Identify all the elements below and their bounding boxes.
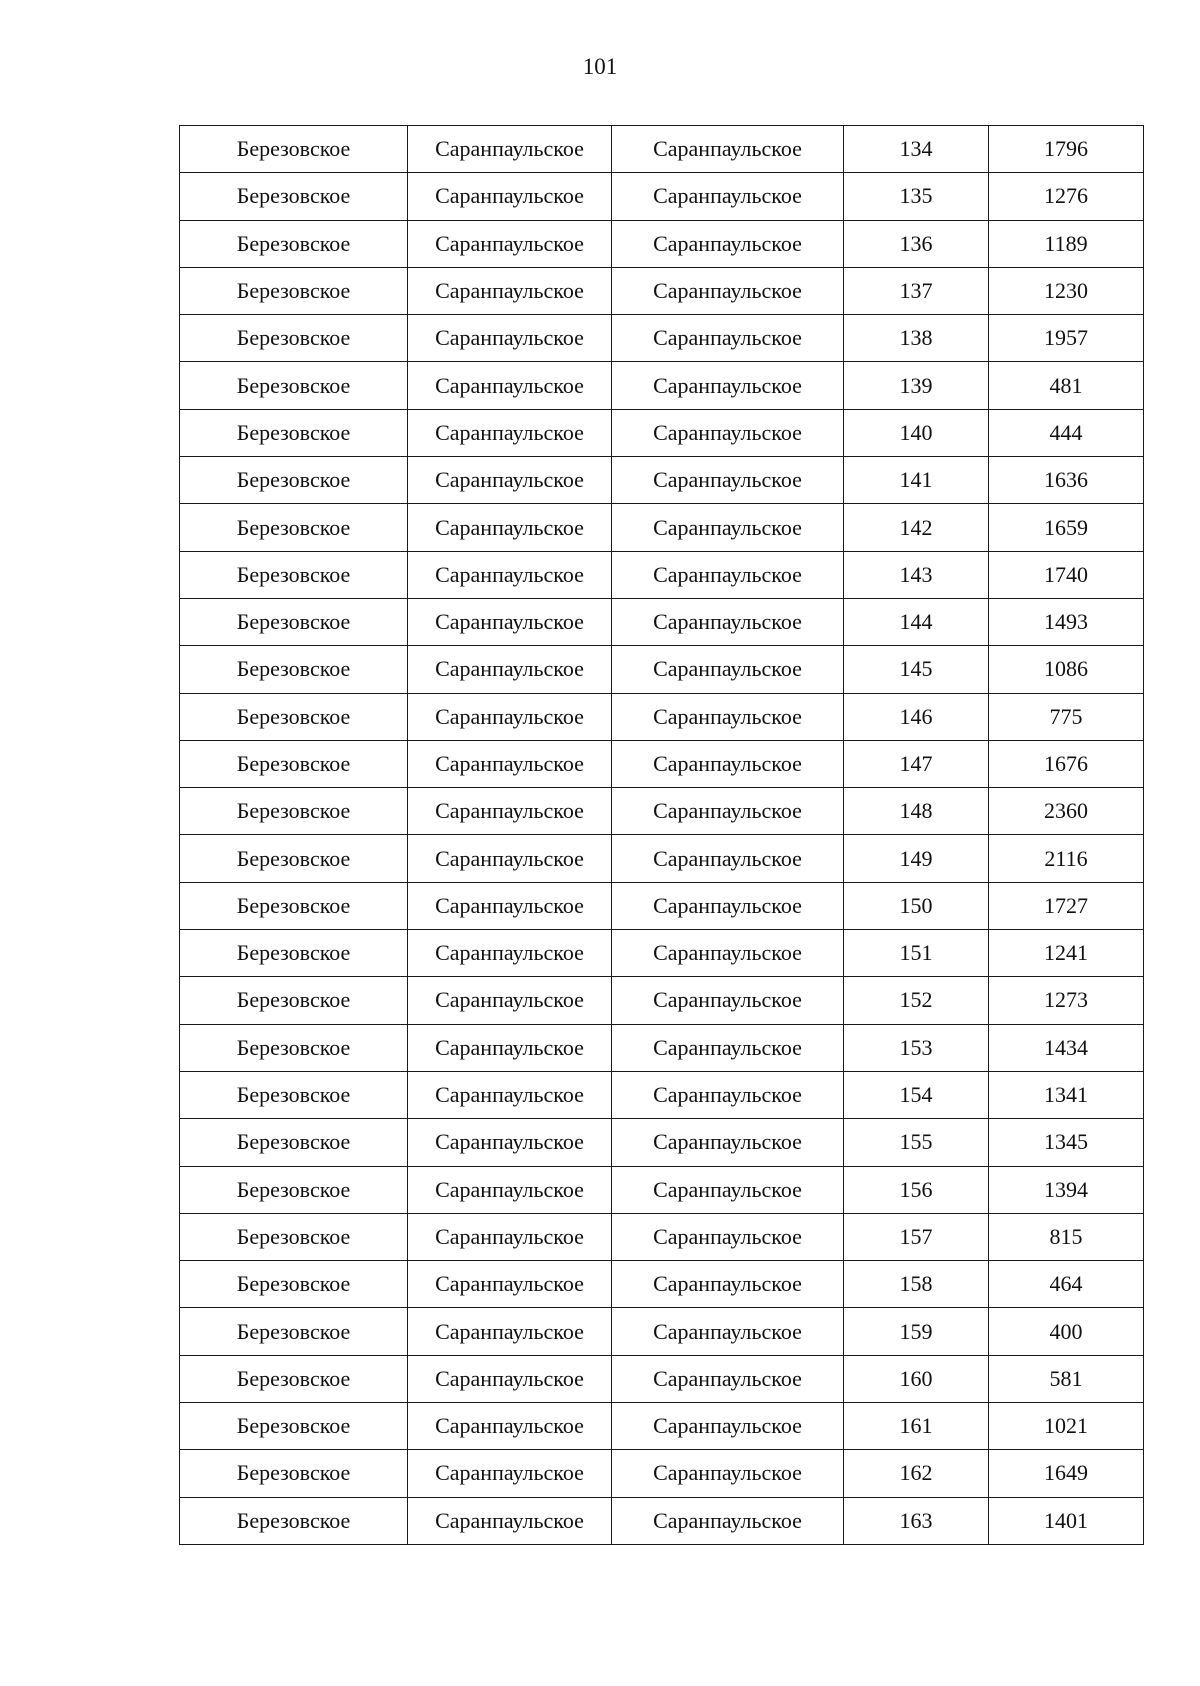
district-cell: Березовское	[180, 1497, 408, 1544]
value-cell: 1957	[989, 315, 1144, 362]
settlement-cell: Саранпаульское	[408, 598, 612, 645]
locality-cell: Саранпаульское	[612, 740, 844, 787]
value-cell: 1276	[989, 173, 1144, 220]
district-cell: Березовское	[180, 1403, 408, 1450]
district-cell: Березовское	[180, 835, 408, 882]
district-cell: Березовское	[180, 598, 408, 645]
table-row	[180, 1024, 1144, 1071]
district-cell: Березовское	[180, 693, 408, 740]
settlement-cell: Саранпаульское	[408, 315, 612, 362]
locality-cell: Саранпаульское	[612, 457, 844, 504]
locality-cell: Саранпаульское	[612, 1450, 844, 1497]
value-cell: 1636	[989, 457, 1144, 504]
index-cell: 157	[844, 1213, 989, 1260]
table-row	[180, 740, 1144, 787]
locality-cell: Саранпаульское	[612, 362, 844, 409]
settlement-cell: Саранпаульское	[408, 504, 612, 551]
table-row	[180, 788, 1144, 835]
index-cell: 159	[844, 1308, 989, 1355]
settlement-cell: Саранпаульское	[408, 126, 612, 173]
table-row	[180, 220, 1144, 267]
index-cell: 153	[844, 1024, 989, 1071]
locality-cell: Саранпаульское	[612, 977, 844, 1024]
table-row	[180, 693, 1144, 740]
locality-cell: Саранпаульское	[612, 1119, 844, 1166]
table-row	[180, 835, 1144, 882]
value-cell: 581	[989, 1355, 1144, 1402]
index-cell: 149	[844, 835, 989, 882]
table-row	[180, 977, 1144, 1024]
settlement-cell: Саранпаульское	[408, 646, 612, 693]
table-row	[180, 1119, 1144, 1166]
locality-cell: Саранпаульское	[612, 267, 844, 314]
index-cell: 162	[844, 1450, 989, 1497]
index-cell: 150	[844, 882, 989, 929]
settlement-cell: Саранпаульское	[408, 1261, 612, 1308]
index-cell: 147	[844, 740, 989, 787]
index-cell: 152	[844, 977, 989, 1024]
value-cell: 775	[989, 693, 1144, 740]
index-cell: 142	[844, 504, 989, 551]
index-cell: 145	[844, 646, 989, 693]
district-cell: Березовское	[180, 882, 408, 929]
value-cell: 1676	[989, 740, 1144, 787]
index-cell: 140	[844, 409, 989, 456]
value-cell: 1241	[989, 930, 1144, 977]
settlement-cell: Саранпаульское	[408, 267, 612, 314]
table-row	[180, 1355, 1144, 1402]
district-cell: Березовское	[180, 1355, 408, 1402]
district-cell: Березовское	[180, 1071, 408, 1118]
locality-cell: Саранпаульское	[612, 1497, 844, 1544]
locality-cell: Саранпаульское	[612, 835, 844, 882]
settlement-cell: Саранпаульское	[408, 1308, 612, 1355]
index-cell: 154	[844, 1071, 989, 1118]
district-cell: Березовское	[180, 740, 408, 787]
settlement-cell: Саранпаульское	[408, 1497, 612, 1544]
table-body	[180, 126, 1144, 1545]
district-cell: Березовское	[180, 1119, 408, 1166]
district-cell: Березовское	[180, 1024, 408, 1071]
value-cell: 1434	[989, 1024, 1144, 1071]
settlement-cell: Саранпаульское	[408, 409, 612, 456]
settlement-cell: Саранпаульское	[408, 1450, 612, 1497]
locality-cell: Саранпаульское	[612, 1024, 844, 1071]
index-cell: 141	[844, 457, 989, 504]
page-number: 101	[582, 54, 618, 79]
table-row	[180, 315, 1144, 362]
district-cell: Березовское	[180, 267, 408, 314]
district-cell: Березовское	[180, 977, 408, 1024]
settlement-cell: Саранпаульское	[408, 930, 612, 977]
locality-cell: Саранпаульское	[612, 126, 844, 173]
table-row	[180, 1213, 1144, 1260]
document-table-container	[179, 125, 1143, 1545]
value-cell: 2116	[989, 835, 1144, 882]
value-cell: 1021	[989, 1403, 1144, 1450]
locality-cell: Саранпаульское	[612, 788, 844, 835]
index-cell: 144	[844, 598, 989, 645]
settlement-cell: Саранпаульское	[408, 1213, 612, 1260]
index-cell: 138	[844, 315, 989, 362]
settlement-cell: Саранпаульское	[408, 1166, 612, 1213]
value-cell: 400	[989, 1308, 1144, 1355]
locality-cell: Саранпаульское	[612, 220, 844, 267]
district-cell: Березовское	[180, 1166, 408, 1213]
value-cell: 1273	[989, 977, 1144, 1024]
index-cell: 135	[844, 173, 989, 220]
index-cell: 163	[844, 1497, 989, 1544]
settlement-cell: Саранпаульское	[408, 740, 612, 787]
locality-cell: Саранпаульское	[612, 930, 844, 977]
table-row	[180, 1403, 1144, 1450]
index-cell: 161	[844, 1403, 989, 1450]
table-row	[180, 173, 1144, 220]
table-row	[180, 598, 1144, 645]
district-cell: Березовское	[180, 220, 408, 267]
value-cell: 2360	[989, 788, 1144, 835]
index-cell: 134	[844, 126, 989, 173]
value-cell: 815	[989, 1213, 1144, 1260]
index-cell: 155	[844, 1119, 989, 1166]
value-cell: 1394	[989, 1166, 1144, 1213]
table-row	[180, 1308, 1144, 1355]
table-row	[180, 362, 1144, 409]
value-cell: 1649	[989, 1450, 1144, 1497]
table-row	[180, 1166, 1144, 1213]
table-row	[180, 1450, 1144, 1497]
settlement-cell: Саранпаульское	[408, 173, 612, 220]
locality-cell: Саранпаульское	[612, 882, 844, 929]
settlement-cell: Саранпаульское	[408, 1119, 612, 1166]
district-cell: Березовское	[180, 788, 408, 835]
district-cell: Березовское	[180, 551, 408, 598]
district-cell: Березовское	[180, 126, 408, 173]
value-cell: 1401	[989, 1497, 1144, 1544]
locality-cell: Саранпаульское	[612, 173, 844, 220]
table-row	[180, 1497, 1144, 1544]
settlement-cell: Саранпаульское	[408, 551, 612, 598]
value-cell: 1796	[989, 126, 1144, 173]
locality-cell: Саранпаульское	[612, 693, 844, 740]
district-cell: Березовское	[180, 1261, 408, 1308]
district-cell: Березовское	[180, 930, 408, 977]
table-row	[180, 126, 1144, 173]
settlement-cell: Саранпаульское	[408, 1403, 612, 1450]
settlement-cell: Саранпаульское	[408, 1024, 612, 1071]
table-row	[180, 457, 1144, 504]
locality-cell: Саранпаульское	[612, 504, 844, 551]
settlement-cell: Саранпаульское	[408, 220, 612, 267]
index-cell: 136	[844, 220, 989, 267]
index-cell: 151	[844, 930, 989, 977]
settlement-cell: Саранпаульское	[408, 362, 612, 409]
settlement-cell: Саранпаульское	[408, 1071, 612, 1118]
table-row	[180, 882, 1144, 929]
index-cell: 137	[844, 267, 989, 314]
index-cell: 160	[844, 1355, 989, 1402]
district-cell: Березовское	[180, 362, 408, 409]
settlement-cell: Саранпаульское	[408, 788, 612, 835]
district-cell: Березовское	[180, 173, 408, 220]
value-cell: 1345	[989, 1119, 1144, 1166]
settlement-cell: Саранпаульское	[408, 457, 612, 504]
locality-cell: Саранпаульское	[612, 315, 844, 362]
district-cell: Березовское	[180, 315, 408, 362]
district-cell: Березовское	[180, 1213, 408, 1260]
value-cell: 1493	[989, 598, 1144, 645]
index-cell: 139	[844, 362, 989, 409]
locality-cell: Саранпаульское	[612, 409, 844, 456]
value-cell: 1659	[989, 504, 1144, 551]
locality-cell: Саранпаульское	[612, 1308, 844, 1355]
table-row	[180, 1261, 1144, 1308]
district-cell: Березовское	[180, 646, 408, 693]
district-cell: Березовское	[180, 504, 408, 551]
locality-cell: Саранпаульское	[612, 1071, 844, 1118]
district-cell: Березовское	[180, 457, 408, 504]
table-row	[180, 551, 1144, 598]
index-cell: 143	[844, 551, 989, 598]
locality-cell: Саранпаульское	[612, 1355, 844, 1402]
district-cell: Березовское	[180, 409, 408, 456]
locality-cell: Саранпаульское	[612, 1261, 844, 1308]
table-row	[180, 409, 1144, 456]
settlement-cell: Саранпаульское	[408, 693, 612, 740]
index-cell: 158	[844, 1261, 989, 1308]
settlement-cell: Саранпаульское	[408, 977, 612, 1024]
locality-cell: Саранпаульское	[612, 551, 844, 598]
value-cell: 444	[989, 409, 1144, 456]
locality-cell: Саранпаульское	[612, 1166, 844, 1213]
value-cell: 481	[989, 362, 1144, 409]
locality-cell: Саранпаульское	[612, 598, 844, 645]
value-cell: 1341	[989, 1071, 1144, 1118]
table-row	[180, 930, 1144, 977]
table-row	[180, 267, 1144, 314]
settlement-cell: Саранпаульское	[408, 835, 612, 882]
table-row	[180, 504, 1144, 551]
settlement-cell: Саранпаульское	[408, 1355, 612, 1402]
locality-cell: Саранпаульское	[612, 1213, 844, 1260]
district-cell: Березовское	[180, 1450, 408, 1497]
table-row	[180, 1071, 1144, 1118]
district-cell: Березовское	[180, 1308, 408, 1355]
index-cell: 146	[844, 693, 989, 740]
settlement-cell: Саранпаульское	[408, 882, 612, 929]
document-table	[179, 125, 1144, 1545]
index-cell: 148	[844, 788, 989, 835]
value-cell: 464	[989, 1261, 1144, 1308]
value-cell: 1740	[989, 551, 1144, 598]
locality-cell: Саранпаульское	[612, 646, 844, 693]
value-cell: 1230	[989, 267, 1144, 314]
index-cell: 156	[844, 1166, 989, 1213]
value-cell: 1086	[989, 646, 1144, 693]
value-cell: 1189	[989, 220, 1144, 267]
locality-cell: Саранпаульское	[612, 1403, 844, 1450]
value-cell: 1727	[989, 882, 1144, 929]
table-row	[180, 646, 1144, 693]
